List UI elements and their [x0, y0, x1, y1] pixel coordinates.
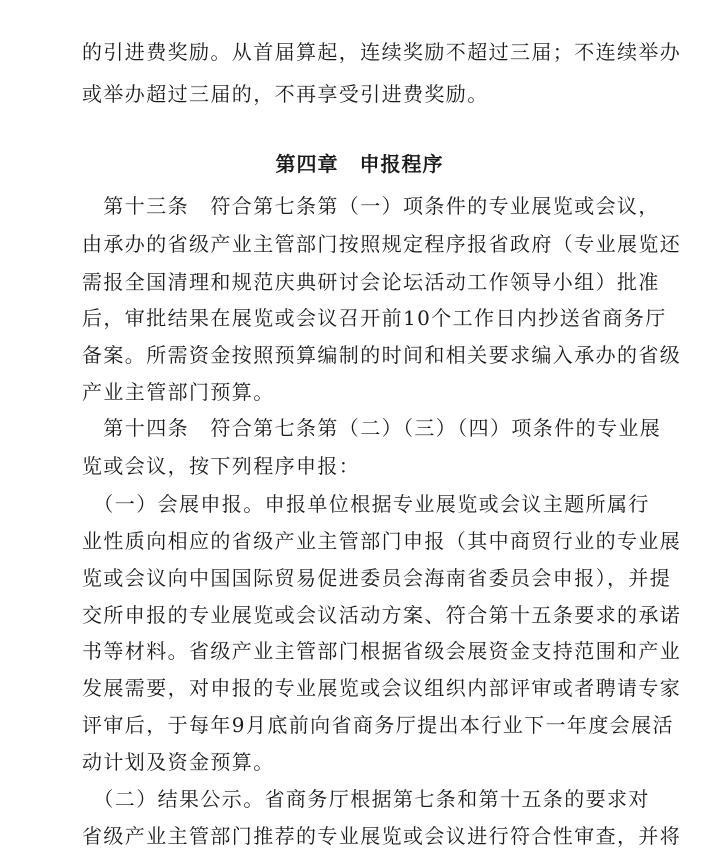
item1-line-4: 交所申报的专业展览或会议活动方案、符合第十五条要求的承诺: [82, 603, 682, 627]
article13-line-4: 后，审批结果在展览或会议召开前10个工作日内抄送省商务厅: [82, 306, 667, 330]
item1-line-1: （一）会展申报。申报单位根据专业展览或会议主题所属行: [82, 492, 650, 516]
item2-line-2: 省级产业主管部门推荐的专业展览或会议进行符合性审查，并将: [82, 824, 682, 848]
intro-line-2: 或举办超过三届的，不再享受引进费奖励。: [82, 82, 489, 106]
item1-line-5: 书等材料。省级产业主管部门根据省级会展资金支持范围和产业: [82, 639, 682, 663]
article13-line-5: 备案。所需资金按照预算编制的时间和相关要求编入承办的省级: [82, 343, 682, 367]
page-bottom-edge: [0, 858, 719, 868]
item1-line-6: 发展需要，对申报的专业展览或会议组织内部评审或者聘请专家: [82, 676, 682, 700]
item1-line-2: 业性质向相应的省级产业主管部门申报（其中商贸行业的专业展: [82, 529, 682, 553]
chapter-title: 第四章 申报程序: [275, 152, 444, 176]
item1-line-7: 评审后，于每年9月底前向省商务厅提出本行业下一年度会展活: [82, 713, 674, 737]
article13-line-3: 需报全国清理和规范庆典研讨会论坛活动工作领导小组）批准: [82, 270, 660, 294]
intro-line-1: 的引进费奖励。从首届算起，连续奖励不超过三届；不连续举办: [82, 40, 682, 64]
article14-line-1: 第十四条 符合第七条第（二）（三）（四）项条件的专业展: [82, 416, 662, 440]
article13-line-2: 由承办的省级产业主管部门按照规定程序报省政府（专业展览还: [82, 232, 682, 256]
item2-line-1: （二）结果公示。省商务厅根据第七条和第十五条的要求对: [82, 787, 650, 811]
article14-line-2: 览或会议，按下列程序申报：: [82, 454, 361, 478]
item1-line-3: 览或会议向中国国际贸易促进委员会海南省委员会申报），并提: [82, 566, 672, 590]
item1-line-8: 动计划及资金预算。: [82, 750, 275, 774]
article13-line-1: 第十三条 符合第七条第（一）项条件的专业展览或会议，: [82, 194, 660, 218]
article13-line-6: 产业主管部门预算。: [82, 380, 275, 404]
